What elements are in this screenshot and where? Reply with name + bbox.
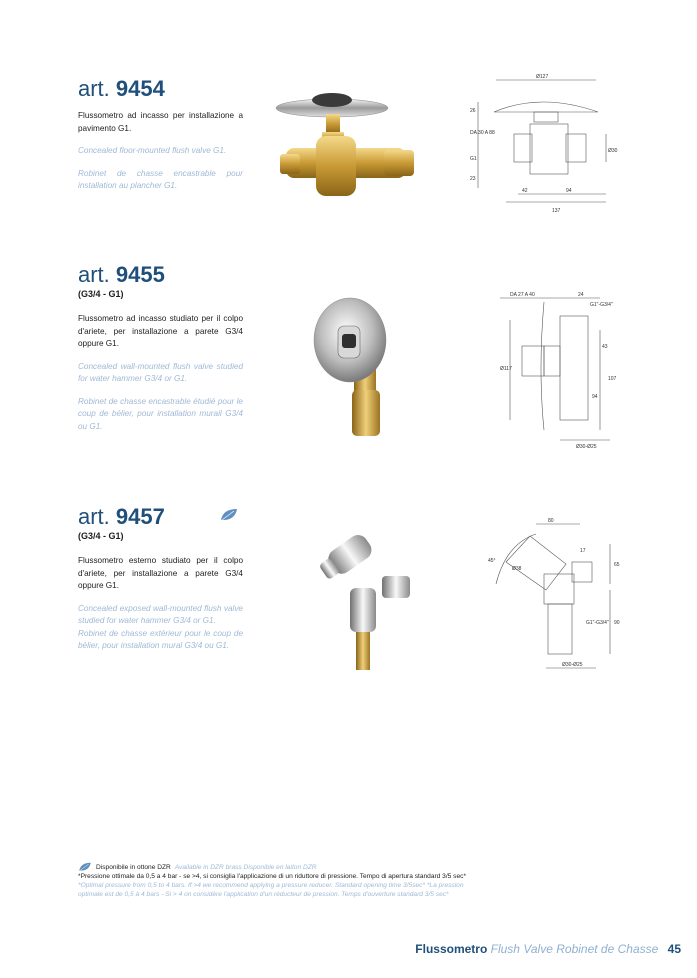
article-9454 (78, 76, 243, 193)
svg-text:43: 43 (602, 344, 608, 350)
technical-drawing-9454 (466, 72, 616, 216)
svg-text:G1"-G3/4": G1"-G3/4" (590, 302, 613, 308)
description-it: Flussometro ad incasso per installazione a pavimento G1. (78, 111, 243, 133)
leaf-icon (220, 508, 238, 522)
svg-text:24: 24 (578, 292, 584, 298)
product-photo-9455 (310, 294, 400, 440)
footnote (78, 862, 638, 899)
svg-text:94: 94 (592, 394, 598, 400)
description-en: Concealed floor-mounted flush valve G1. (78, 146, 227, 155)
pressure-note-en: *Optimal pressure from 0,5 to 4 bars. If >4 we recommend applying a pressure reducer. Standard opening time 3/5sec* *La pression (78, 882, 464, 889)
svg-text:17: 17 (580, 548, 586, 554)
svg-text:107: 107 (608, 376, 617, 382)
article-subtitle: (G3/4 - G1) (78, 531, 124, 541)
svg-text:Ø30-Ø25: Ø30-Ø25 (562, 662, 583, 668)
product-photo-9454 (276, 86, 426, 208)
svg-text:Ø127: Ø127 (536, 74, 549, 80)
article-9457 (78, 504, 243, 653)
footer-title: Flussometro (415, 942, 488, 956)
dzr-translation: Available in DZR brass Disponible en laiton DZR (174, 863, 317, 871)
svg-text:42: 42 (522, 188, 528, 194)
svg-text:Ø38: Ø38 (512, 566, 522, 572)
article-title: art. 9455 (78, 262, 165, 287)
description-it: Flussometro ad incasso studiato per il colpo d'ariete, per installazione a parete G3/4 oppure G1. (78, 314, 243, 348)
svg-text:26: 26 (470, 108, 476, 114)
svg-text:DA 27 A 40: DA 27 A 40 (510, 292, 535, 298)
svg-text:Ø117: Ø117 (500, 366, 512, 372)
article-title: art. 9457 (78, 504, 165, 529)
svg-text:Ø30-Ø25: Ø30-Ø25 (576, 444, 597, 450)
description-en: Concealed wall-mounted flush valve studied for water hammer G3/4 or G1. (78, 361, 243, 383)
dzr-label: Disponibile in ottone DZR (96, 863, 171, 871)
svg-text:G1"-G3/4": G1"-G3/4" (586, 620, 609, 626)
svg-text:90: 90 (614, 620, 620, 626)
article-9455 (78, 262, 243, 433)
svg-text:DA 30 A 88: DA 30 A 88 (470, 130, 495, 136)
page-footer (415, 942, 681, 956)
article-subtitle: (G3/4 - G1) (78, 289, 124, 299)
page-number: 45 (667, 942, 681, 956)
svg-text:Ø30: Ø30 (608, 148, 618, 154)
pressure-note-it: *Pressione ottimale da 0,5 a 4 bar - se >4, si consiglia l'applicazione di un riduttore di pressione. Tempo di apertura standard 3/5 sec* (78, 873, 467, 880)
description-fr: Robinet de chasse extérieur pour le coup de bélier, pour installation mural G3/4 ou G1. (78, 628, 243, 650)
svg-text:80: 80 (548, 518, 554, 524)
product-photo-9457 (320, 528, 416, 674)
leaf-icon (78, 862, 92, 872)
description-en: Concealed exposed wall-mounted flush valve studied for water hammer G3/4 or G1. (78, 603, 243, 625)
technical-drawing-9455 (480, 290, 630, 450)
svg-text:G1: G1 (470, 156, 477, 162)
technical-drawing-9457 (486, 514, 632, 674)
description-fr: Robinet de chasse encastrable étudié pour le coup de bélier, pour installation murail G3/4 ou G1. (78, 396, 243, 431)
description-fr: Robinet de chasse encastrable pour installation au plancher G1. (78, 168, 243, 190)
footer-subtitle: Flush Valve Robinet de Chasse (490, 942, 659, 956)
article-title: art. 9454 (78, 76, 165, 101)
description-it: Flussometro esterno studiato per il colpo d'ariete, per installazione a parete G3/4 oppure G1. (78, 556, 243, 590)
svg-text:137: 137 (552, 208, 561, 214)
svg-text:23: 23 (470, 176, 476, 182)
svg-text:94: 94 (566, 188, 572, 194)
pressure-note-fr: optimale est de 0,5 à 4 bars - Si > 4 on considère l'application d'un réducteur de pression. Temps d'ouverture standard 3/5 sec* (78, 891, 449, 898)
dzr-note (78, 862, 638, 872)
svg-text:65: 65 (614, 562, 620, 568)
svg-text:45°: 45° (488, 558, 496, 564)
